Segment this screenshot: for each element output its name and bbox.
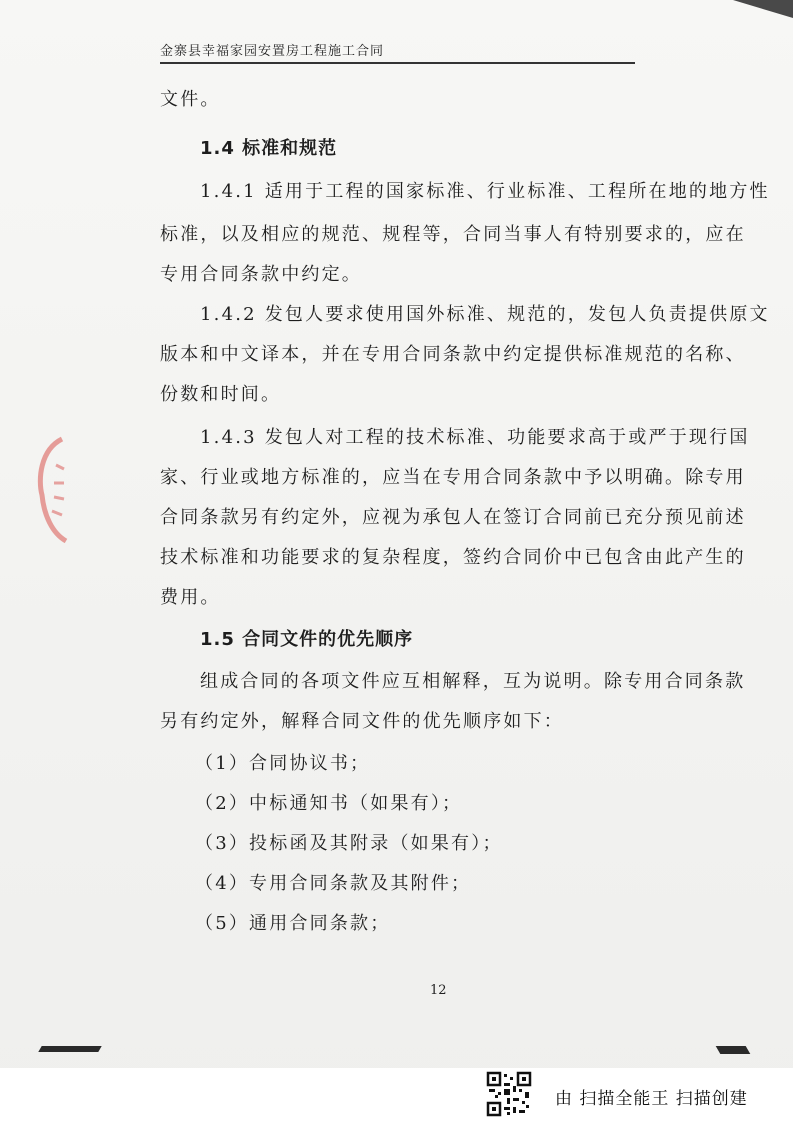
- list-item: （2）中标通知书（如果有）；: [195, 793, 463, 814]
- body-line: 费用。: [160, 587, 221, 608]
- body-line: 1.4.3 发包人对工程的技术标准、功能要求高于或严于现行国: [200, 427, 750, 448]
- scan-edge-shadow-right: [716, 1046, 751, 1054]
- list-item: （3）投标函及其附录（如果有）；: [195, 833, 503, 854]
- body-line: 1.4.2 发包人要求使用国外标准、规范的，发包人负责提供原文: [200, 304, 770, 325]
- body-line: 技术标准和功能要求的复杂程度，签约合同价中已包含由此产生的: [160, 547, 746, 568]
- scan-corner-shadow: [733, 0, 793, 18]
- body-line: 组成合同的各项文件应互相解释，互为说明。除专用合同条款: [200, 671, 746, 692]
- body-line: 家、行业或地方标准的，应当在专用合同条款中予以明确。除专用: [160, 467, 746, 488]
- red-seal-stamp: [32, 435, 72, 545]
- body-line: 1.4.1 适用于工程的国家标准、行业标准、工程所在地的地方性: [200, 181, 770, 202]
- document-header: 金寨县幸福家园安置房工程施工合同: [160, 44, 385, 59]
- section-heading: 1.5 合同文件的优先顺序: [200, 629, 414, 650]
- body-line: 份数和时间。: [160, 384, 282, 405]
- list-item: （1）合同协议书；: [195, 753, 371, 774]
- body-line: 版本和中文译本，并在专用合同条款中约定提供标准规范的名称、: [160, 344, 746, 365]
- body-line: 文件。: [160, 89, 221, 110]
- body-line: 专用合同条款中约定。: [160, 264, 362, 285]
- body-line: 标准，以及相应的规范、规程等，合同当事人有特别要求的，应在: [160, 224, 746, 245]
- header-divider: [160, 62, 635, 64]
- body-line: 另有约定外，解释合同文件的优先顺序如下：: [160, 711, 564, 732]
- page-number: 12: [430, 983, 447, 998]
- scanner-watermark-text: 由 扫描全能王 扫描创建: [555, 1089, 748, 1109]
- body-line: 合同条款另有约定外，应视为承包人在签订合同前已充分预见前述: [160, 507, 746, 528]
- scan-edge-shadow-left: [38, 1046, 101, 1052]
- list-item: （4）专用合同条款及其附件；: [195, 873, 472, 894]
- section-heading: 1.4 标准和规范: [200, 138, 338, 159]
- qr-code-icon: [486, 1071, 532, 1117]
- list-item: （5）通用合同条款；: [195, 913, 391, 934]
